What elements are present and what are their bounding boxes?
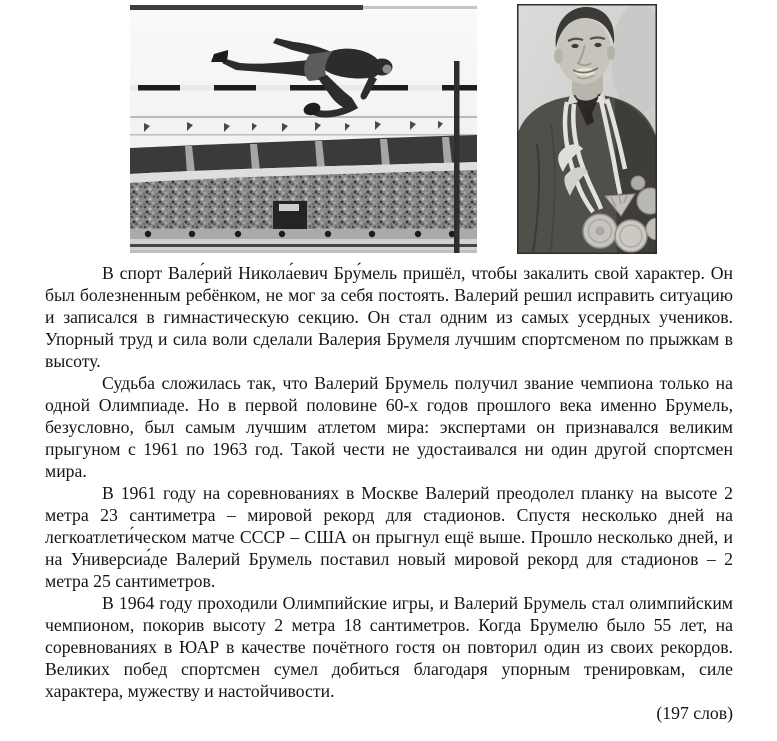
paragraph-3: В 1961 году на соревнованиях в Москве Валерий преодолел планку на высоте 2 метра 23 сантиметра – мировой рекорд для стадионов. Спустя несколько дней на легкоатлети́ческом матче СССР – США он прыгнул ещё выше. Прошло несколько дней, и на Универсиа́де Валерий Брумель поставил новый мировой рекорд для стадионов – 2 метра 25 сантиметров.	[45, 483, 733, 591]
high-jump-photo-graphic	[130, 5, 477, 253]
high-jump-post	[454, 61, 460, 253]
high-jump-photo	[130, 5, 477, 253]
paragraph-2: Судьба сложилась так, что Валерий Брумель получил звание чемпиона только на одной Олимпиаде. Но в первой половине 60-х годов прошлого века именно Брумель, безусловно, был самым лучшим атлетом мира: экспертами он признавался великим прыгуном с 1961 по 1963 год. Такой чести не удостаивался ни один другой спортсмен мира.	[45, 373, 733, 481]
portrait-photo-graphic	[517, 4, 657, 254]
paragraph-4: В 1964 году проходили Олимпийские игры, и Валерий Брумель стал олимпийским чемпионом, покорив высоту 2 метра 18 сантиметров. Когда Брумелю было 55 лет, на соревнованиях в ЮАР в качестве почётного гостя он повторил один из своих рекордов. Великих побед спортсмен сумел добиться благодаря упорным тренировкам, силе характера, мужеству и настойчивости.	[45, 593, 733, 701]
portrait-photo	[517, 4, 657, 254]
crossbar	[130, 85, 477, 91]
body-text	[45, 262, 733, 724]
word-count: (197 слов)	[656, 703, 733, 723]
paragraph-1: В спорт Вале́рий Никола́евич Бру́мель пришёл, чтобы закалить свой характер. Он был болезненным ребёнком, не мог за себя постоять. Валерий решил исправить ситуацию и записался в гимнастическую секцию. Он стал одним из самых усердных учеников. Упорный труд и сила воли сделали Валерия Брумеля лучшим спортсменом по прыжкам в высоту.	[45, 263, 733, 371]
